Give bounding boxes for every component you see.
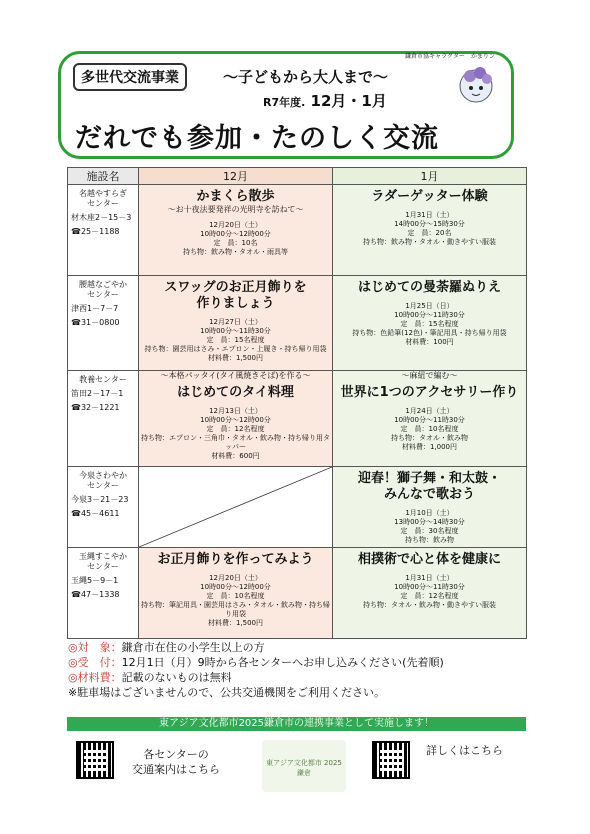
- event-title: かまくら散歩: [196, 189, 275, 204]
- facility-cell: [68, 548, 139, 639]
- december-event: [139, 371, 333, 467]
- no-event-cell: [139, 467, 333, 548]
- access-text: 各センターの 交通案内はこちら: [132, 748, 220, 776]
- event-title: はじめてのタイ料理: [177, 385, 294, 400]
- event-items: 持ち物：色鉛筆(12色)・筆記用具・持ち帰り用袋: [352, 329, 507, 337]
- event-subtitle: ～お十夜法要発祥の光明寺を訪ねて～: [167, 205, 304, 214]
- december-event: [139, 276, 333, 371]
- program-badge: 多世代交流事業: [73, 63, 187, 91]
- facility-address: 津西1－7－7: [71, 304, 119, 313]
- event-date: 12月27日（土）: [209, 318, 262, 326]
- table-row: [68, 371, 527, 467]
- event-time: 14時00分～15時30分: [394, 220, 465, 228]
- facility-address: 玉縄5－9－1: [71, 576, 119, 585]
- event-date: 1月31日（土）: [405, 211, 454, 219]
- event-title: はじめての曼荼羅ぬりえ: [357, 280, 501, 295]
- mascot-icon: [456, 64, 496, 106]
- january-event: [333, 185, 527, 276]
- january-event: [333, 467, 527, 548]
- event-fee: 材料費：1,000円: [401, 443, 458, 451]
- table-row: [68, 548, 527, 639]
- event-date: 12月20日（土）: [209, 221, 262, 229]
- event-time: 10時00分～11時30分: [200, 327, 271, 335]
- notes: [68, 640, 444, 700]
- event-capacity: 定 員：10名: [213, 239, 258, 247]
- subtitle: ～子どもから大人まで～: [223, 68, 389, 86]
- note-target: ◎対 象：鎌倉市在住の小学生以上の方: [68, 641, 265, 654]
- event-time: 10時00分～11時30分: [394, 311, 465, 319]
- event-fee: 材料費：1,500円: [207, 619, 264, 627]
- facility-tel: ☎31－0800: [71, 318, 120, 327]
- col-december: 12月: [139, 168, 333, 185]
- facility-cell: [68, 371, 139, 467]
- event-items: 持ち物：飲み物・タオル・動きやすい服装: [363, 238, 496, 246]
- event-items: 持ち物：タオル・飲み物・動きやすい服装: [363, 601, 496, 609]
- event-title: 相撲術で心と体を健康に: [357, 552, 501, 567]
- event-items: 持ち物：飲み物: [405, 536, 454, 544]
- event-date: 12月20日（土）: [209, 574, 262, 582]
- qr-code-access[interactable]: [76, 741, 114, 779]
- header-box: [58, 51, 514, 159]
- event-date: 1月10日（土）: [405, 509, 454, 517]
- december-event: [139, 185, 333, 276]
- period: [263, 90, 387, 111]
- event-items: 持ち物：筆記用具・園芸用はさみ・タオル・飲み物・持ち帰り用袋: [141, 601, 330, 618]
- note-parking: ※駐車場はございませんので、公共交通機関をご利用ください。: [68, 686, 385, 699]
- event-date: 1月24日（土）: [405, 407, 454, 415]
- table-row: [68, 467, 527, 548]
- fiscal-year: R7年度.: [263, 96, 306, 109]
- facility-address: 今泉3－21－23: [71, 495, 129, 504]
- facility-name: 名越やすらぎ センター: [79, 189, 127, 208]
- event-date: 1月25日（日）: [405, 302, 454, 310]
- january-event: [333, 276, 527, 371]
- facility-name: 腰越なごやか センター: [79, 280, 127, 299]
- character-caption: 鎌倉市協キャラクター かまりン: [405, 53, 495, 60]
- page-title: だれでも参加・たのしく交流: [75, 123, 439, 154]
- facility-name: 教養センター: [79, 375, 127, 384]
- event-time: 13時00分～14時30分: [394, 518, 465, 526]
- event-capacity: 定 員：12名程度: [206, 425, 265, 433]
- event-capacity: 定 員：15名程度: [206, 336, 265, 344]
- event-fee: 材料費：1,500円: [207, 354, 264, 362]
- event-items: 持ち物：園芸用はさみ・エプロン・上履き・持ち帰り用袋: [144, 345, 327, 353]
- facility-tel: ☎45－4611: [71, 509, 120, 518]
- event-fee: 材料費：100円: [405, 338, 454, 346]
- event-title: ラダーゲッター体験: [371, 189, 488, 204]
- event-title: お正月飾りを作ってみよう: [157, 552, 314, 567]
- event-capacity: 定 員：15名程度: [400, 320, 459, 328]
- schedule-table: [67, 167, 527, 639]
- event-capacity: 定 員：10名程度: [400, 425, 459, 433]
- event-fee: 材料費：600円: [211, 452, 260, 460]
- table-row: [68, 185, 527, 276]
- event-time: 10時00分～12時00分: [200, 230, 271, 238]
- facility-name: 玉縄すこやか センター: [79, 552, 127, 571]
- event-subtitle: ～麻紐で編む～: [401, 371, 458, 380]
- qr-code-details[interactable]: [372, 741, 410, 779]
- facility-tel: ☎47－1338: [71, 590, 120, 599]
- event-time: 10時00分～12時00分: [200, 416, 271, 424]
- event-title: 世界に1つのアクセサリー作り: [340, 385, 519, 400]
- event-items: 持ち物：飲み物・タオル・雨具等: [183, 248, 288, 256]
- months: 12月・1月: [310, 92, 387, 110]
- facility-tel: ☎25－1188: [71, 227, 120, 236]
- event-time: 10時00分～12時00分: [200, 583, 271, 591]
- col-january: 1月: [333, 168, 527, 185]
- event-date: 12月13日（土）: [209, 407, 262, 415]
- event-subtitle: ～本格パッタイ(タイ風焼きそば)を作る～: [160, 371, 311, 380]
- diagonal-line: [139, 467, 332, 547]
- note-fee: ◎材料費：記載のないものは無料: [68, 671, 232, 684]
- facility-address: 笛田2－17－1: [71, 389, 124, 398]
- event-time: 10時00分～11時30分: [394, 583, 465, 591]
- january-event: [333, 371, 527, 467]
- event-title: スワッグのお正月飾りを 作りましょう: [164, 280, 307, 311]
- facility-cell: [68, 467, 139, 548]
- facility-name: 今泉さわやか センター: [79, 471, 127, 490]
- culture-city-logo: 東アジア文化都市 2025 鎌倉: [262, 740, 346, 792]
- event-date: 1月31日（土）: [405, 574, 454, 582]
- facility-tel: ☎32－1221: [71, 403, 120, 412]
- event-time: 10時00分～11時30分: [394, 416, 465, 424]
- january-event: [333, 548, 527, 639]
- event-title: 迎春！獅子舞・和太鼓・ みんなで歌おう: [357, 471, 501, 502]
- facility-cell: [68, 276, 139, 371]
- event-items: 持ち物：タオル・飲み物: [391, 434, 468, 442]
- details-text: 詳しくはこちら: [426, 744, 503, 757]
- event-items: 持ち物：エプロン・三角巾・タオル・飲み物・持ち帰り用タッパー: [141, 434, 330, 451]
- col-facility: 施設名: [68, 168, 139, 185]
- december-event: [139, 548, 333, 639]
- note-apply: ◎受 付：12月1日（月）9時から各センターへお申し込みください(先着順): [68, 656, 444, 669]
- event-capacity: 定 員：12名程度: [400, 592, 459, 600]
- event-capacity: 定 員：10名程度: [206, 592, 265, 600]
- facility-cell: [68, 185, 139, 276]
- facility-address: 材木座2－15－3: [71, 213, 132, 222]
- collaboration-banner: 東アジア文化都市2025鎌倉市の連携事業として実施します！: [67, 717, 526, 731]
- event-capacity: 定 員：30名程度: [400, 527, 459, 535]
- event-capacity: 定 員：20名: [407, 229, 452, 237]
- table-row: [68, 276, 527, 371]
